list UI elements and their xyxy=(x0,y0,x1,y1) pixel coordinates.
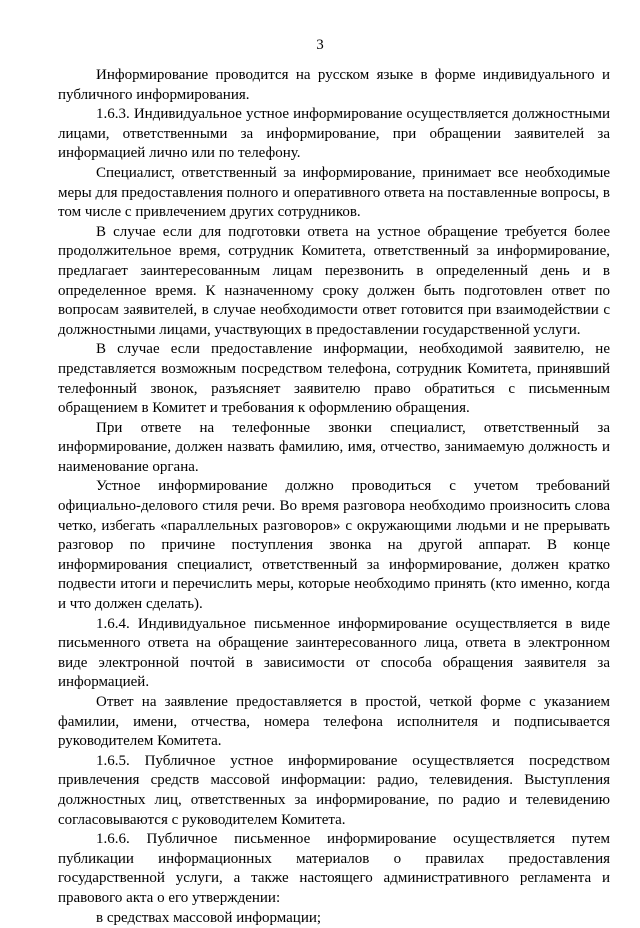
paragraph-informing-language: Информирование проводится на русском языке в форме индивидуального и публичного информирования. xyxy=(58,67,610,103)
paragraph-1-6-5: 1.6.5. Публичное устное информирование осуществляется посредством привлечения средств массовой информации: радио, телевидения. Выступления должностных лиц, ответственных за информирование, по радио и телевидению согласовываются с руководителем Комитета. xyxy=(58,752,610,828)
paragraph-answer-form: Ответ на заявление предоставляется в простой, четкой форме с указанием фамилии, имени, отчества, номера телефона исполнителя и подписывается руководителем Комитета. xyxy=(58,694,610,750)
page-content xyxy=(58,66,610,928)
paragraph-1-6-4: 1.6.4. Индивидуальное письменное информирование осуществляется в виде письменного ответа на обращение заинтересованного лица, ответа в электронном виде электронной почтой в зависимости от способа обращения заявителя за информацией. xyxy=(58,615,610,691)
paragraph-1-6-6: 1.6.6. Публичное письменное информирование осуществляется путем публикации информационных материалов о правилах предоставления государственной услуги, а также настоящего административного регламента и правового акта о его утверждении: xyxy=(58,831,610,906)
page-number: 3 xyxy=(316,37,324,53)
paragraph-specialist-measures: Специалист, ответственный за информирование, принимает все необходимые меры для предоставления полного и оперативного ответа на поставленные вопросы, в том числе с привлечением других сотрудников. xyxy=(58,164,610,221)
paragraph-1-6-3: 1.6.3. Индивидуальное устное информирование осуществляется должностными лицами, ответственными за информирование, при обращении заявителей за информацией лично или по телефону. xyxy=(58,106,610,162)
paragraph-longer-time: В случае если для подготовки ответа на устное обращение требуется более продолжительное время, сотрудник Комитета, ответственный за информирование, предлагает заинтересованным лицам перезвонить в определенный день и в определенное время. К назначенному сроку должен быть подготовлен ответ по вопросам заявителей, в случае необходимости ответ готовится при взаимодействии с должностными лицами, участвующих в предоставлении государственной услуги. xyxy=(58,223,610,338)
paragraph-phone-not-possible: В случае если предоставление информации, необходимой заявителю, не представляется возможным посредством телефона, сотрудник Комитета, принявший телефонный звонок, разъясняет заявителю право обратиться с письменным обращением в Комитет и требования к оформлению обращения. xyxy=(58,341,610,417)
paragraph-phone-answer: При ответе на телефонные звонки специалист, ответственный за информирование, должен назвать фамилию, имя, отчество, занимаемую должность и наименование органа. xyxy=(58,419,610,475)
paragraph-oral-style: Устное информирование должно проводиться с учетом требований официально-делового стиля речи. Во время разговора необходимо произносить слова четко, избегать «параллельных разговоров» с окружающими людьми и не прерывать разговор по причине поступления звонка на другой аппарат. В конце информирования специалист, ответственный за информирование, должен кратко подвести итоги и перечислить меры, которые необходимо принять (кто именно, когда и что должен сделать). xyxy=(58,478,610,613)
paragraph-mass-media: в средствах массовой информации; xyxy=(96,909,322,926)
